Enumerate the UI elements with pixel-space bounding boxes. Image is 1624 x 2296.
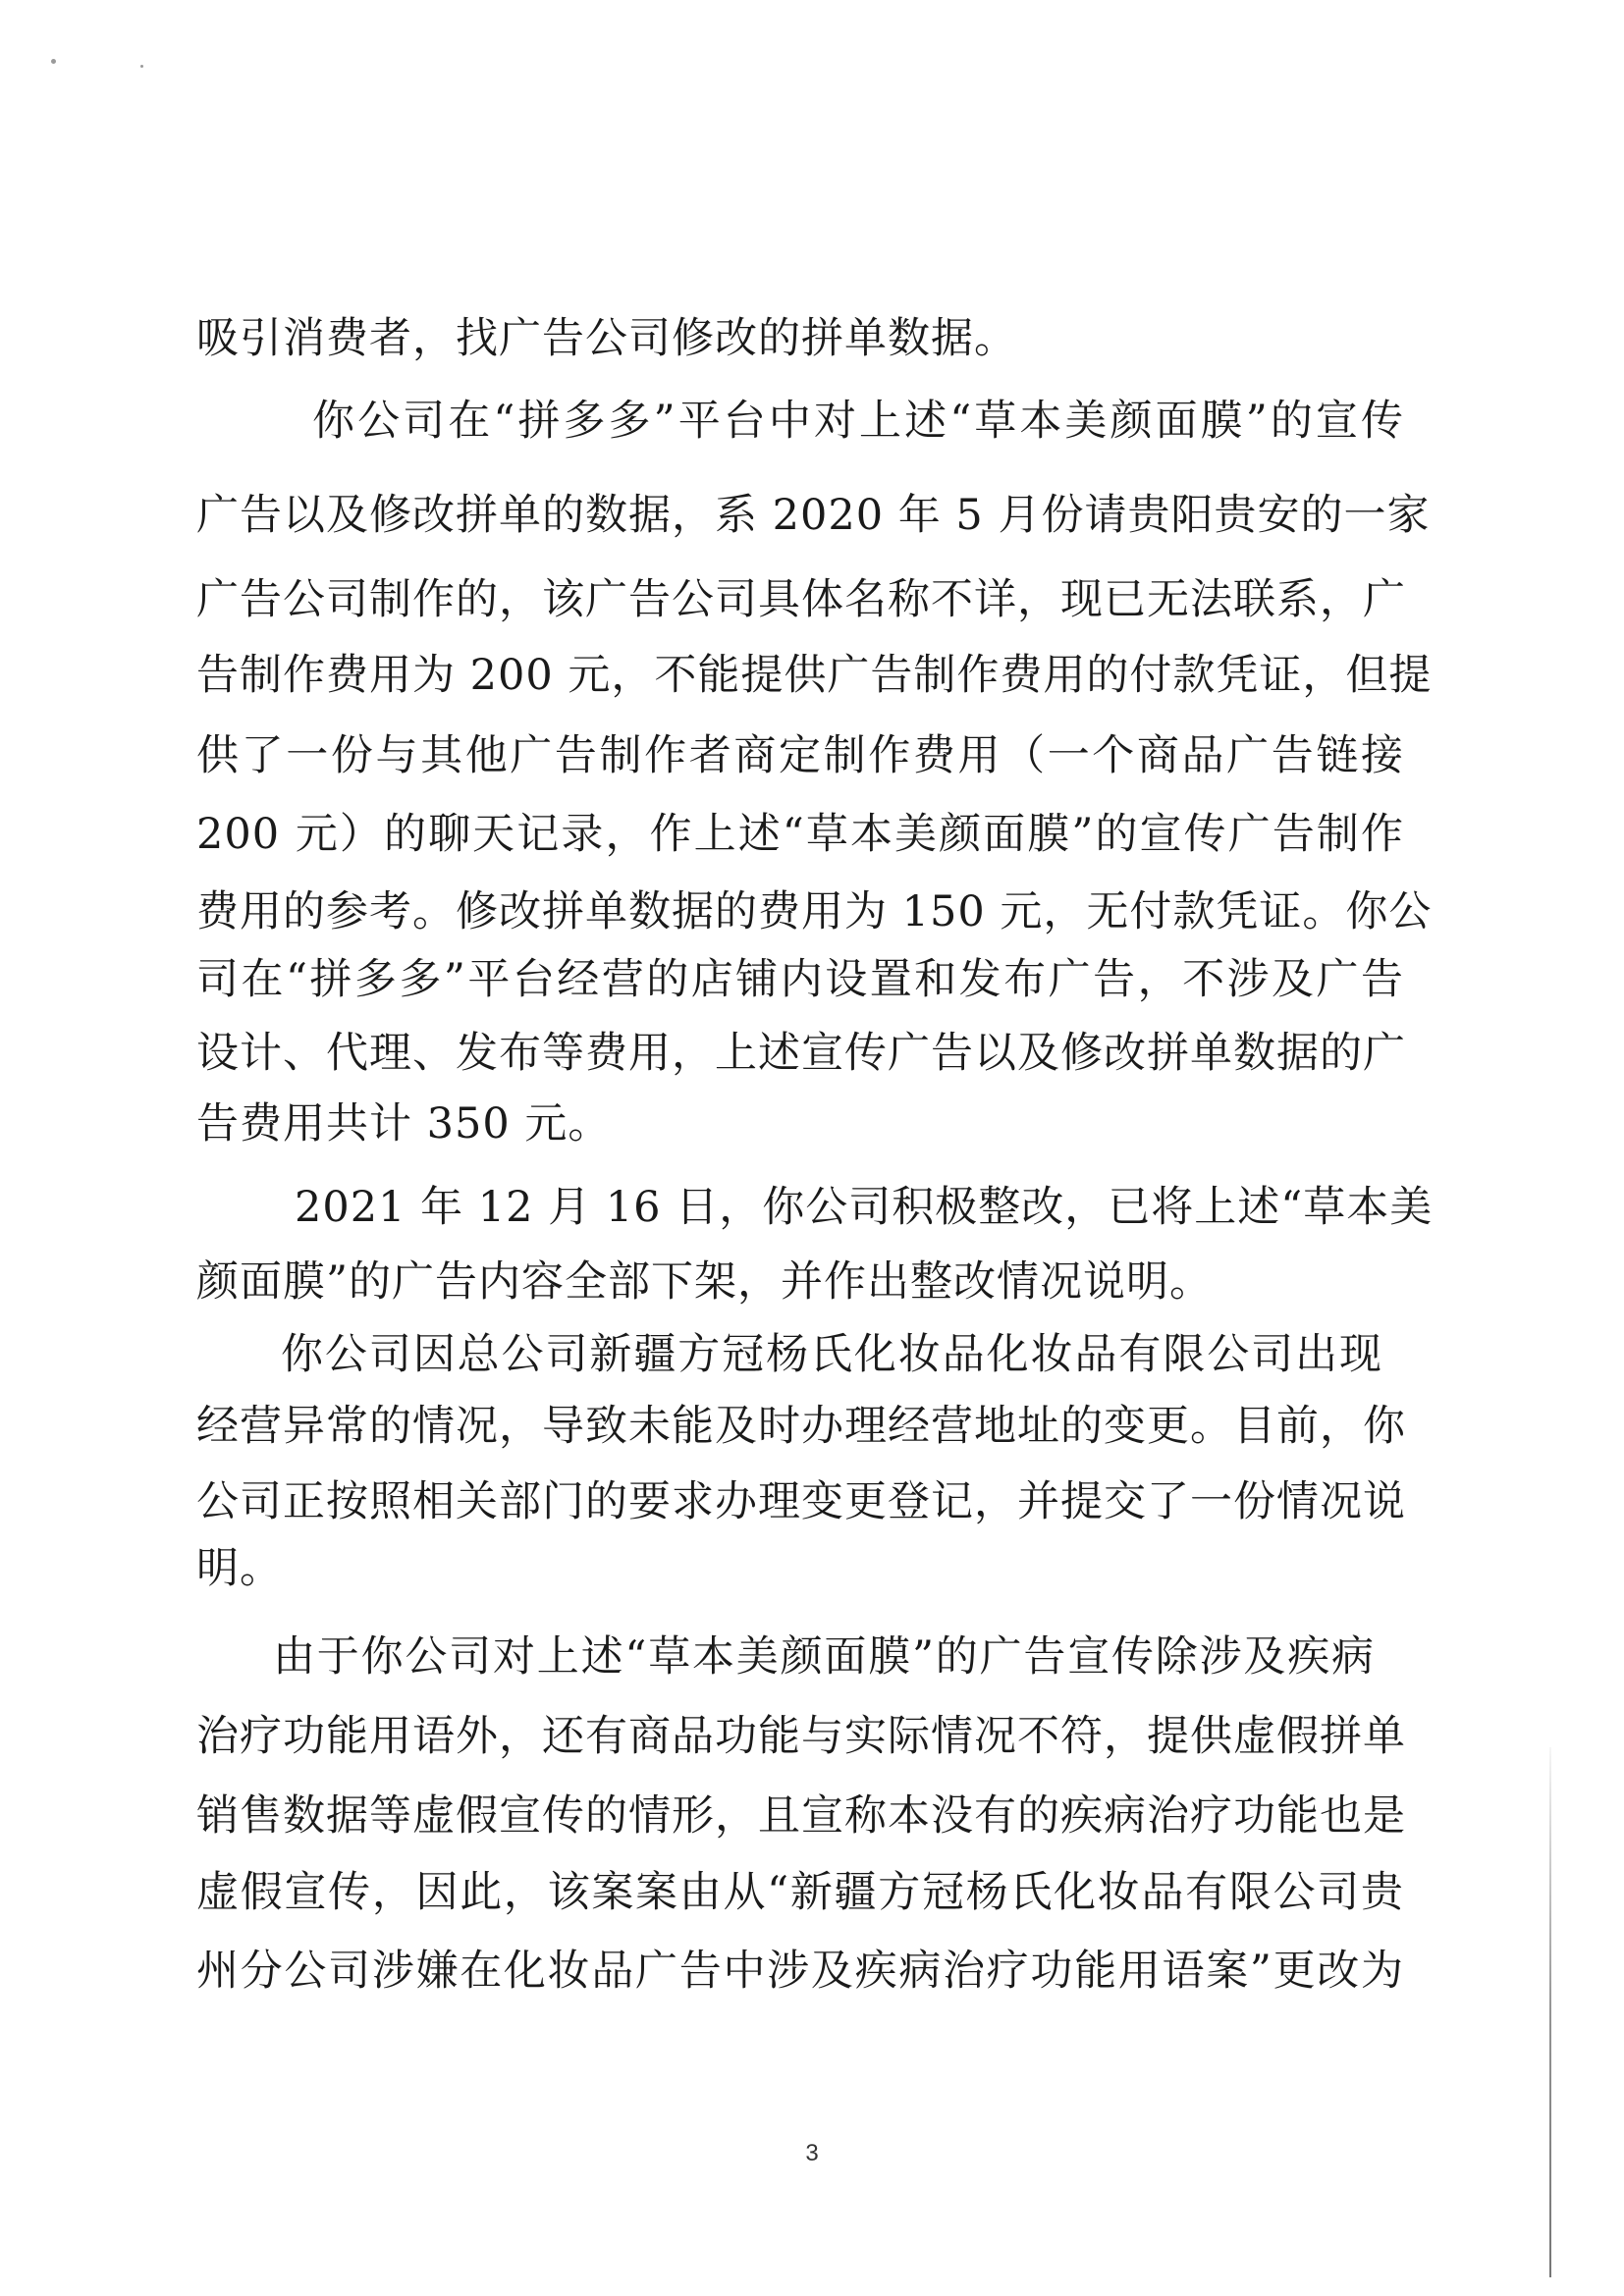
text-line: 200 元）的聊天记录，作上述“草本美颜面膜”的宣传广告制作 — [196, 810, 1404, 859]
text-line: 颜面膜”的广告内容全部下架，并作出整改情况说明。 — [196, 1257, 1213, 1307]
text-line: 费用的参考。修改拼单数据的费用为 150 元，无付款凭证。你公 — [196, 887, 1433, 936]
scan-speck — [51, 59, 56, 64]
text-line: 广告以及修改拼单的数据，系 2020 年 5 月份请贵阳贵安的一家 — [196, 491, 1431, 540]
scan-speck — [140, 65, 143, 68]
text-line: 明。 — [196, 1544, 283, 1593]
text-line: 设计、代理、发布等费用，上述宣传广告以及修改拼单数据的广 — [196, 1029, 1406, 1078]
text-line: 你公司在“拼多多”平台中对上述“草本美颜面膜”的宣传 — [312, 397, 1404, 446]
text-line: 你公司因总公司新疆方冠杨氏化妆品化妆品有限公司出现 — [281, 1330, 1382, 1379]
text-line: 告制作费用为 200 元，不能提供广告制作费用的付款凭证，但提 — [196, 651, 1433, 700]
text-line: 经营异常的情况，导致未能及时办理经营地址的变更。目前，你 — [196, 1402, 1406, 1451]
text-line: 告费用共计 350 元。 — [196, 1099, 612, 1148]
text-line: 供了一份与其他广告制作者商定制作费用（一个商品广告链接 — [196, 731, 1404, 780]
text-line: 广告公司制作的，该广告公司具体名称不详，现已无法联系，广 — [196, 575, 1406, 624]
text-line: 司在“拼多多”平台经营的店铺内设置和发布广告，不涉及广告 — [196, 955, 1404, 1004]
text-line: 公司正按照相关部门的要求办理变更登记，并提交了一份情况说 — [196, 1477, 1406, 1526]
text-line: 州分公司涉嫌在化妆品广告中涉及疾病治疗功能用语案”更改为 — [196, 1947, 1404, 1996]
text-line: 治疗功能用语外，还有商品功能与实际情况不符，提供虚假拼单 — [196, 1712, 1406, 1761]
text-line: 销售数据等虚假宣传的情形，且宣称本没有的疾病治疗功能也是 — [196, 1791, 1406, 1841]
page-number: 3 — [805, 2140, 819, 2166]
text-line: 吸引消费者，找广告公司修改的拼单数据。 — [196, 314, 1017, 363]
scan-edge-line — [1549, 1747, 1551, 2277]
text-line: 由于你公司对上述“草本美颜面膜”的广告宣传除涉及疾病 — [273, 1632, 1375, 1682]
text-line: 2021 年 12 月 16 日，你公司积极整改，已将上述“草本美 — [295, 1183, 1434, 1232]
text-line: 虚假宣传，因此，该案案由从“新疆方冠杨氏化妆品有限公司贵 — [196, 1868, 1404, 1917]
